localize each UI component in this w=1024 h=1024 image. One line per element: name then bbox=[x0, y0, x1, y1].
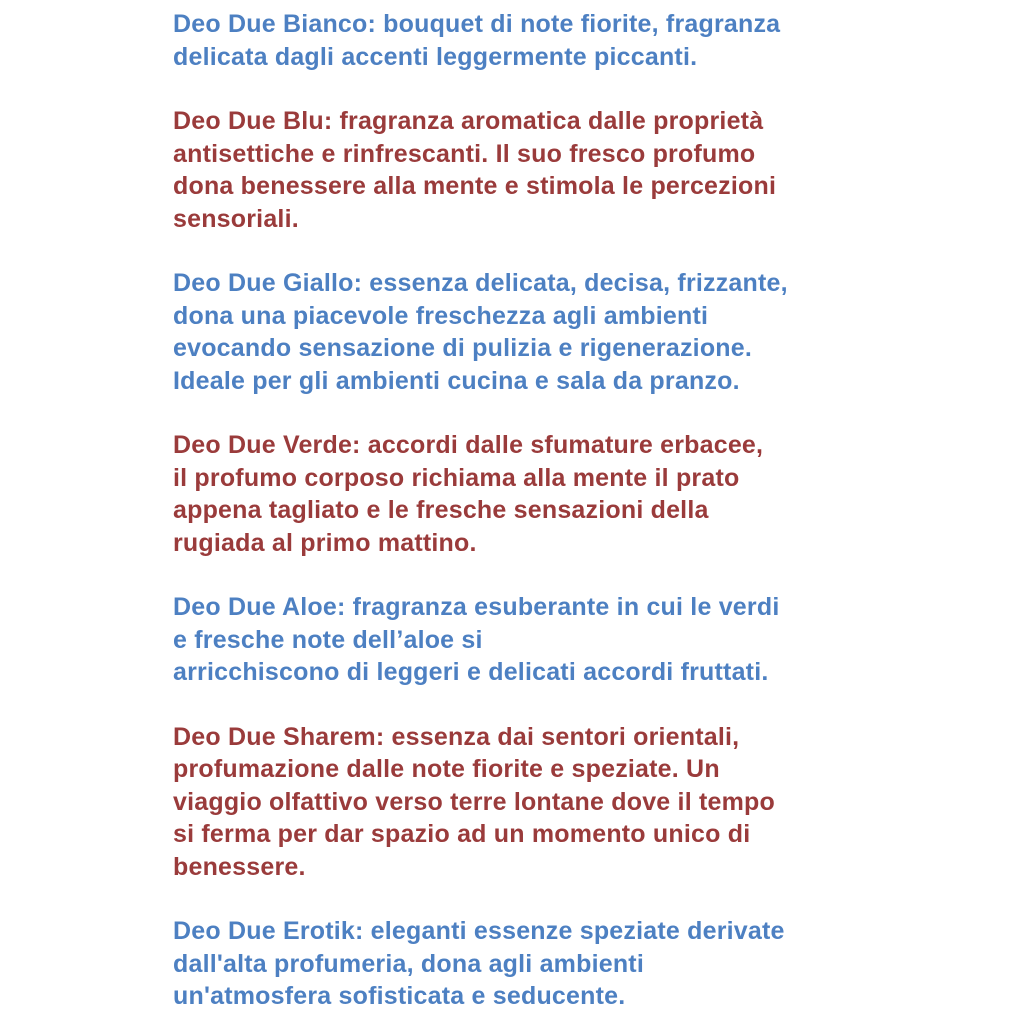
paragraph-deo-due-verde bbox=[173, 429, 874, 559]
text-line: si ferma per dar spazio ad un momento unico di bbox=[173, 820, 751, 848]
text-line: sensoriali. bbox=[173, 204, 299, 233]
text-line: dona una piacevole freschezza agli ambienti bbox=[173, 301, 709, 330]
text-line: Deo Due Erotik: eleganti essenze speziate derivate bbox=[173, 917, 785, 945]
text-line: benessere. bbox=[173, 852, 306, 881]
text-line: evocando sensazione di pulizia e rigenerazione. bbox=[173, 334, 753, 362]
text-line: profumazione dalle note fiorite e speziate. Un bbox=[173, 755, 720, 783]
text-line: appena tagliato e le fresche sensazioni della bbox=[173, 496, 709, 524]
text-line: rugiada al primo mattino. bbox=[173, 528, 477, 557]
text-line: Deo Due Sharem: essenza dai sentori orientali, bbox=[173, 722, 740, 751]
text-line: arricchiscono di leggeri e delicati accordi fruttati. bbox=[173, 658, 769, 686]
text-line: delicata dagli accenti leggermente piccanti. bbox=[173, 42, 698, 71]
text-line: il profumo corposo richiama alla mente il prato bbox=[173, 463, 740, 492]
text-line: un'atmosfera sofisticata e seducente. bbox=[173, 982, 626, 1010]
text-line: Deo Due Blu: fragranza aromatica dalle proprietà bbox=[173, 107, 764, 135]
paragraph-deo-due-bianco bbox=[173, 8, 874, 73]
text-line: Deo Due Aloe: fragranza esuberante in cui le verdi bbox=[173, 593, 780, 621]
text-line: e fresche note dell’aloe si bbox=[173, 625, 483, 654]
text-line: dona benessere alla mente e stimola le percezioni bbox=[173, 172, 777, 200]
text-line: Ideale per gli ambienti cucina e sala da pranzo. bbox=[173, 366, 740, 395]
text-line: antisettiche e rinfrescanti. Il suo fresco profumo bbox=[173, 139, 756, 168]
text-line: viaggio olfattivo verso terre lontane dove il tempo bbox=[173, 787, 775, 816]
paragraph-deo-due-aloe bbox=[173, 591, 874, 689]
text-line: Deo Due Verde: accordi dalle sfumature erbacee, bbox=[173, 431, 764, 459]
paragraph-deo-due-giallo bbox=[173, 267, 874, 397]
paragraph-deo-due-sharem bbox=[173, 721, 874, 884]
paragraph-deo-due-erotik bbox=[173, 915, 874, 1013]
paragraph-deo-due-blu bbox=[173, 105, 874, 235]
text-line: dall'alta profumeria, dona agli ambienti bbox=[173, 949, 644, 978]
text-line: Deo Due Bianco: bouquet di note fiorite, fragranza bbox=[173, 10, 781, 38]
text-line: Deo Due Giallo: essenza delicata, decisa, frizzante, bbox=[173, 269, 788, 297]
